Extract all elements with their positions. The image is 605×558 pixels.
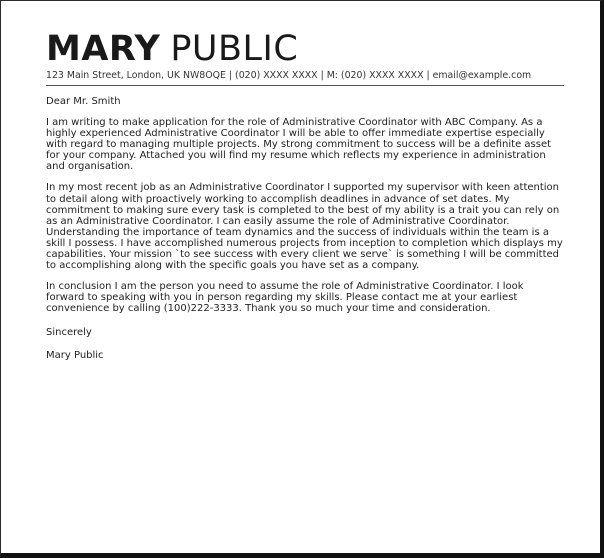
paragraph-experience: In my most recent job as an Administrative Coordinator I supported my supervisor with keen attention to detail along with proactively working to accomplish deadlines in advance of set dates. My commitment to making sure every task is completed to the best of my ability is a trait you can rely on as an Administrative Coordinator. I can easily assume the role of Administrative Coordinator. Understanding the importance of team dynamics and the success of individuals within the team is a skill I possess. I have accomplished numerous projects from inception to completion which displays my capabilities. Your mission `to see success with every client we serve` is something I will be committed to accomplishing along with the specific goals you have set as a company.: [46, 182, 563, 272]
closing: Sincerely: [46, 326, 92, 338]
signature-name: Mary Public: [46, 349, 104, 361]
contact-line: 123 Main Street, London, UK NW8OQE | (020) XXXX XXXX | M: (020) XXXX XXXX | email@example.com: [46, 70, 564, 86]
salutation: Dear Mr. Smith: [46, 96, 121, 107]
paragraph-intro: I am writing to make application for the role of Administrative Coordinator with ABC Company. As a highly experienced Administrative Coordinator I will be able to offer immediate expertise especially with regard to managing multiple projects. My strong commitment to success will be a definite asset for your company. Attached you will find my resume which reflects my experience in administration and organisation.: [46, 117, 552, 173]
last-name: PUBLIC: [170, 29, 299, 69]
first-name: MARY: [46, 29, 161, 69]
paragraph-conclusion: In conclusion I am the person you need to assume the role of Administrative Coordinator. I look forward to speaking with you in person regarding my skills. Please contact me at your earliest convenience by calling (100)222-3333. Thank you so much your time and consideration.: [46, 281, 524, 315]
letterhead-name: [46, 29, 564, 69]
letter-page: [46, 29, 564, 361]
